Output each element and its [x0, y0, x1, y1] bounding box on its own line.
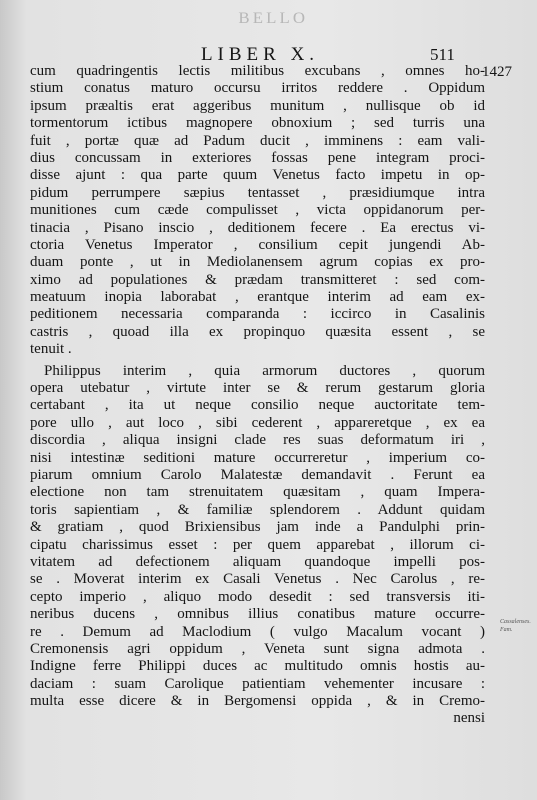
text-line: cum quadringentis lectis militibus excubans , omnes ho- [30, 63, 485, 79]
text-line: stium conatus maturo occursu irritos reddere . Oppidum [30, 80, 485, 97]
text-line: daciam : suam Carolique patientiam vehementer incusare : [30, 675, 485, 692]
text-line: tenuit . [30, 341, 72, 358]
text-line: nensi [453, 710, 485, 727]
text-line: piarum omnium Carolo Malatestæ demandavit . Ferunt ea [30, 466, 485, 483]
paragraph-2 [30, 363, 485, 728]
text-line: Cremonensis agri oppidum , Veneta sunt signa admota . [30, 640, 485, 657]
text-line: disse ajunt : qua parte quum Venetus facto impetu in op- [30, 167, 485, 184]
text-line: peditionem necessaria comparanda : iccirco in Casalinis [30, 306, 485, 323]
text-line: electione non tam strenuitatem quæsitam , quam Impera- [30, 484, 485, 501]
text-line: ximo ad populationes & prædam transmitteret : sed com- [30, 271, 485, 288]
text-line: vitatem ad defectionem aliquam quandoque impelli pos- [30, 553, 485, 570]
text-line: cipatu charissimus esset : per quem apparebat , illorum ci- [30, 536, 485, 553]
text-line: fuit , portæ quæ ad Padum ducit , imminens : eam vali- [30, 132, 485, 149]
text-line: tinacia , Pisano inscio , deditionem fecere . Ea erectus vi- [30, 219, 485, 236]
text-line: castris , quoad illa ex propinquo quæsita essent , se [30, 323, 485, 340]
page-number: 511 [430, 45, 455, 64]
text-line: nisi intestinæ seditioni mature occurreretur , imperium co- [30, 449, 485, 466]
margin-year: 1427 [482, 64, 512, 80]
text-line: neribus ducens , omnibus illius conatibus mature occurre- [30, 606, 485, 623]
body-text [30, 63, 485, 728]
paragraph-1 [30, 63, 485, 359]
text-line: se . Moverat interim ex Casali Venetus . Nec Carolus , re- [30, 571, 485, 588]
text-line: tormentorum ictibus magnopere obnoxium ; sed turris una [30, 115, 485, 132]
text-line: re . Demum ad Maclodium ( vulgo Macalum vocant ) [30, 623, 485, 640]
text-line: ctoria Venetus Imperator , consilium cepit jungendi Ab- [30, 236, 485, 253]
running-head: LIBER X. [200, 44, 320, 65]
text-line: opera utebatur , virtute inter se & rerum gestarum gloria [30, 380, 485, 397]
bleed-through-text: BELLO [238, 10, 309, 27]
text-line: meatuum inopia laborabat , erantque interim ad eam ex- [30, 289, 485, 306]
text-line: multa esse dicere & in Bergomensi oppida , & in Cremo- [30, 693, 485, 710]
text-line: munitiones cum cæde compulisset , victa oppidanorum per- [30, 202, 485, 219]
text-line: ipsum præaltis erat aggeribus munitum , nullisque ob id [30, 97, 485, 114]
text-line: Indigne ferre Philippi duces ac multitudo omnis hostis au- [30, 658, 485, 675]
text-line: & gratiam , quod Brixiensibus jam inde a Pandulphi prin- [30, 519, 485, 536]
text-line: discordia , aliqua insigni clade res suas deformatum iri , [30, 432, 485, 449]
text-line: pore ullo , aut loco , sibi cederent , appareretque , ex ea [30, 414, 485, 431]
text-line: dius concussam in exteriores fossas pene integram proci- [30, 149, 485, 166]
text-line: pidum perrumpere sæpius tentasset , præsidiumque intra [30, 184, 485, 201]
text-line: Philippus interim , quia armorum ductores , quorum [44, 362, 485, 379]
text-line: cepto imperio , aliquo modo desedit : sed transversis iti- [30, 588, 485, 605]
text-line: duam ponte , ut in Mediolanensem agrum copias ex pro- [30, 254, 485, 271]
text-line: toris sapientiam , & familiæ splendorem . Addunt quidam [30, 501, 485, 518]
text-line: certabant , ita ut neque consilio neque auctoritate tem- [30, 397, 485, 414]
margin-side-note: Cassalenses. Fam. [500, 619, 531, 633]
